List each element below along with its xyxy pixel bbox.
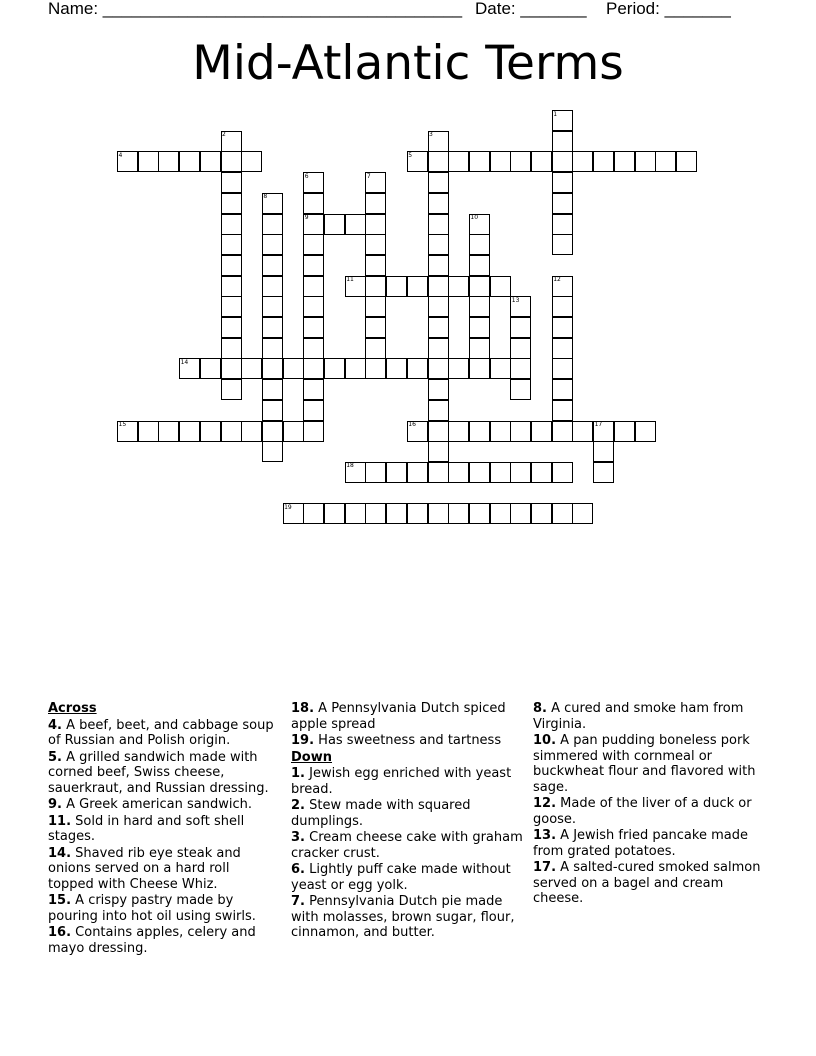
grid-cell[interactable] [552, 421, 573, 442]
grid-cell[interactable] [510, 151, 531, 172]
grid-cell[interactable] [324, 358, 345, 379]
grid-cell[interactable] [572, 503, 593, 524]
grid-cell[interactable] [448, 462, 469, 483]
grid-cell[interactable] [158, 151, 179, 172]
clue-number-label: 19 [284, 503, 292, 511]
grid-cell[interactable] [386, 276, 407, 297]
clue-number-label: 4 [118, 151, 123, 159]
grid-cell[interactable] [428, 400, 449, 421]
clue-text: Has sweetness and tartness [314, 733, 502, 748]
grid-cell[interactable] [200, 358, 221, 379]
grid-cell[interactable] [262, 214, 283, 235]
grid-cell[interactable] [262, 358, 283, 379]
down-clue [291, 894, 523, 941]
grid-cell[interactable] [593, 441, 614, 462]
period-field-label[interactable]: Period: _______ [606, 0, 731, 18]
grid-cell[interactable] [428, 441, 449, 462]
clue-number: 5. [48, 749, 62, 765]
grid-cell[interactable] [262, 400, 283, 421]
grid-cell[interactable] [531, 421, 552, 442]
grid-cell[interactable] [469, 151, 490, 172]
across-clue [48, 893, 276, 924]
grid-cell[interactable] [428, 317, 449, 338]
date-field-label[interactable]: Date: _______ [475, 0, 587, 18]
grid-cell[interactable] [221, 276, 242, 297]
grid-cell[interactable] [552, 172, 573, 193]
clue-number: 2. [291, 798, 305, 813]
clues-column-2 [291, 701, 523, 942]
clue-text: A Jewish fried pancake made from grated potatoes. [533, 828, 748, 859]
grid-cell[interactable] [469, 317, 490, 338]
grid-cell[interactable] [303, 317, 324, 338]
grid-cell[interactable] [614, 151, 635, 172]
grid-cell[interactable] [428, 255, 449, 276]
clue-text: A salted-cured smoked salmon served on a bagel and cream cheese. [533, 860, 761, 906]
grid-cell[interactable] [552, 338, 573, 359]
down-clue [291, 798, 523, 829]
grid-cell[interactable] [635, 151, 656, 172]
grid-cell[interactable] [510, 462, 531, 483]
grid-cell[interactable] [510, 379, 531, 400]
across-clue [48, 750, 276, 797]
grid-cell[interactable] [655, 151, 676, 172]
grid-cell[interactable] [221, 255, 242, 276]
grid-cell[interactable] [510, 317, 531, 338]
clue-number: 9. [48, 797, 62, 812]
grid-cell[interactable] [552, 296, 573, 317]
grid-cell[interactable] [490, 421, 511, 442]
grid-cell[interactable] [365, 255, 386, 276]
clue-number-label: 13 [511, 296, 520, 304]
grid-cell[interactable] [490, 151, 511, 172]
grid-cell[interactable] [490, 276, 511, 297]
grid-cell[interactable] [428, 358, 449, 379]
grid-cell[interactable] [531, 462, 552, 483]
clue-number-label: 3 [429, 131, 433, 139]
grid-cell[interactable] [593, 462, 614, 483]
clue-text: A beef, beet, and cabbage soup of Russian and Polish origin. [48, 717, 274, 748]
grid-cell[interactable] [324, 214, 345, 235]
grid-cell[interactable] [552, 151, 573, 172]
clue-text: Contains apples, celery and mayo dressing. [48, 925, 256, 956]
clue-text: Pennsylvania Dutch pie made with molasses, brown sugar, flour, cinnamon, and butter. [291, 894, 515, 940]
grid-cell[interactable] [428, 276, 449, 297]
clue-text: A cured and smoke ham from Virginia. [533, 701, 744, 732]
grid-cell[interactable] [428, 462, 449, 483]
grid-cell[interactable] [365, 214, 386, 235]
grid-cell[interactable] [635, 421, 656, 442]
grid-cell[interactable] [345, 214, 366, 235]
grid-cell[interactable] [365, 234, 386, 255]
grid-cell[interactable] [241, 358, 262, 379]
grid-cell[interactable] [469, 462, 490, 483]
grid-cell[interactable] [262, 234, 283, 255]
grid-cell[interactable] [365, 296, 386, 317]
grid-cell[interactable] [428, 338, 449, 359]
clue-number-label: 14 [180, 358, 189, 366]
grid-cell[interactable] [303, 296, 324, 317]
grid-cell[interactable] [510, 421, 531, 442]
grid-cell[interactable] [386, 358, 407, 379]
grid-cell[interactable] [303, 421, 324, 442]
clue-number: 11. [48, 813, 72, 829]
grid-cell[interactable] [179, 151, 200, 172]
grid-cell[interactable] [221, 358, 242, 379]
grid-cell[interactable] [221, 317, 242, 338]
down-clue [291, 766, 523, 797]
across-clue [48, 846, 276, 893]
clue-number-label: 17 [594, 421, 603, 428]
grid-cell[interactable] [221, 296, 242, 317]
grid-cell[interactable] [303, 503, 324, 524]
clue-text: A Pennsylvania Dutch spiced apple spread [291, 701, 506, 732]
across-clue [291, 701, 523, 732]
down-clue [533, 733, 773, 795]
clue-text: Shaved rib eye steak and onions served on a hard roll topped with Cheese Whiz. [48, 845, 241, 892]
grid-cell[interactable] [303, 400, 324, 421]
grid-cell[interactable] [262, 338, 283, 359]
clue-number: 16. [48, 925, 72, 940]
clue-number: 6. [291, 862, 305, 877]
grid-cell[interactable] [428, 503, 449, 524]
across-clue [48, 814, 276, 845]
clue-number: 12. [533, 796, 557, 811]
grid-cell[interactable] [262, 276, 283, 297]
grid-cell[interactable] [510, 338, 531, 359]
clue-number-label: 16 [408, 421, 416, 428]
down-clue [533, 860, 773, 907]
grid-cell[interactable] [221, 234, 242, 255]
clue-number: 10. [533, 733, 557, 748]
clue-number: 15. [48, 893, 72, 908]
clue-number: 4. [48, 717, 62, 733]
grid-cell[interactable] [428, 172, 449, 193]
down-clue [533, 796, 773, 827]
name-field-label[interactable]: Name: ______________________________________ [48, 0, 463, 18]
grid-cell[interactable] [345, 503, 366, 524]
clue-text: Lightly puff cake made without yeast or egg yolk. [291, 862, 511, 893]
grid-cell[interactable] [469, 358, 490, 379]
grid-cell[interactable] [428, 234, 449, 255]
grid-cell[interactable] [448, 358, 469, 379]
grid-cell[interactable] [262, 379, 283, 400]
clue-number: 8. [533, 701, 547, 716]
grid-cell[interactable] [572, 151, 593, 172]
clue-number: 7. [291, 894, 305, 909]
clue-number-label: 10 [470, 214, 479, 221]
grid-cell[interactable] [676, 151, 697, 172]
grid-cell[interactable] [221, 338, 242, 359]
clue-number: 18. [291, 701, 315, 716]
clue-number-label: 9 [304, 214, 309, 221]
clue-number-label: 5 [408, 151, 413, 159]
grid-cell[interactable] [386, 503, 407, 524]
grid-cell[interactable] [407, 462, 428, 483]
grid-cell[interactable] [469, 338, 490, 359]
clue-text: Sold in hard and soft shell stages. [48, 813, 245, 844]
grid-cell[interactable] [490, 358, 511, 379]
across-clue [291, 733, 523, 749]
grid-cell[interactable] [614, 421, 635, 442]
page-title: Mid-Atlantic Terms [192, 36, 624, 91]
grid-cell[interactable] [552, 400, 573, 421]
clue-number: 13. [533, 828, 557, 843]
grid-cell[interactable] [510, 503, 531, 524]
grid-cell[interactable] [221, 379, 242, 400]
grid-cell[interactable] [448, 276, 469, 297]
grid-cell[interactable] [552, 379, 573, 400]
clue-number: 14. [48, 845, 72, 861]
grid-cell[interactable] [428, 421, 449, 442]
down-clue [533, 701, 773, 732]
clue-number: 19. [291, 733, 315, 748]
grid-cell[interactable] [303, 338, 324, 359]
grid-cell[interactable] [552, 234, 573, 255]
grid-cell[interactable] [303, 234, 324, 255]
clue-text: A pan pudding boneless pork simmered with cornmeal or buckwheat flour and flavored with sage. [533, 733, 756, 795]
across-clue [48, 797, 276, 813]
grid-cell[interactable] [303, 358, 324, 379]
grid-cell[interactable] [200, 151, 221, 172]
grid-cell[interactable] [365, 503, 386, 524]
grid-cell[interactable] [303, 193, 324, 214]
grid-cell[interactable] [262, 255, 283, 276]
clue-number-label: 6 [304, 172, 309, 180]
grid-cell[interactable] [552, 131, 573, 152]
grid-cell[interactable] [593, 151, 614, 172]
across-heading: Across [48, 701, 97, 716]
clue-text: A grilled sandwich made with corned beef, Swiss cheese, sauerkraut, and Russian dressing. [48, 749, 269, 796]
grid-cell[interactable] [428, 379, 449, 400]
grid-cell[interactable] [469, 234, 490, 255]
grid-cell[interactable] [138, 421, 159, 442]
grid-cell[interactable] [365, 276, 386, 297]
grid-cell[interactable] [200, 421, 221, 442]
clue-number-label: 18 [346, 462, 354, 470]
clue-text: Made of the liver of a duck or goose. [533, 796, 752, 827]
grid-cell[interactable] [365, 358, 386, 379]
clue-number: 17. [533, 860, 557, 875]
grid-cell[interactable] [407, 276, 428, 297]
grid-cell[interactable] [531, 151, 552, 172]
clue-number-label: 11 [346, 276, 354, 284]
clues-column-1 [48, 701, 276, 957]
grid-cell[interactable] [303, 255, 324, 276]
grid-cell[interactable] [221, 214, 242, 235]
clue-number-label: 1 [553, 110, 558, 118]
clue-text: Stew made with squared dumplings. [291, 798, 471, 829]
grid-cell[interactable] [552, 503, 573, 524]
grid-cell[interactable] [345, 358, 366, 379]
down-clue [291, 862, 523, 893]
grid-cell[interactable] [283, 421, 304, 442]
down-heading: Down [291, 749, 332, 765]
grid-cell[interactable] [221, 172, 242, 193]
grid-cell[interactable] [552, 462, 573, 483]
grid-cell[interactable] [179, 421, 200, 442]
clue-text: Cream cheese cake with graham cracker crust. [291, 830, 523, 861]
grid-cell[interactable] [552, 193, 573, 214]
grid-cell[interactable] [552, 214, 573, 235]
grid-cell[interactable] [158, 421, 179, 442]
grid-cell[interactable] [303, 379, 324, 400]
clue-text: Jewish egg enriched with yeast bread. [291, 766, 512, 797]
grid-cell[interactable] [469, 296, 490, 317]
grid-cell[interactable] [552, 317, 573, 338]
grid-cell[interactable] [448, 151, 469, 172]
grid-cell[interactable] [428, 296, 449, 317]
across-clue [48, 925, 276, 956]
grid-cell[interactable] [365, 193, 386, 214]
grid-cell[interactable] [448, 503, 469, 524]
grid-cell[interactable] [241, 421, 262, 442]
grid-cell[interactable] [262, 441, 283, 462]
grid-cell[interactable] [531, 503, 552, 524]
grid-cell[interactable] [490, 503, 511, 524]
clue-number: 1. [291, 766, 305, 781]
clue-number-label: 8 [263, 193, 268, 201]
clue-number-label: 15 [118, 421, 127, 428]
clue-number-label: 7 [366, 172, 371, 180]
grid-cell[interactable] [221, 193, 242, 214]
grid-cell[interactable] [490, 462, 511, 483]
grid-cell[interactable] [262, 421, 283, 442]
clue-number-label: 2 [222, 131, 226, 139]
across-clue [48, 718, 276, 749]
grid-cell[interactable] [428, 193, 449, 214]
grid-cell[interactable] [448, 421, 469, 442]
grid-cell[interactable] [510, 358, 531, 379]
clues-column-3 [533, 701, 773, 908]
down-clue [533, 828, 773, 859]
grid-cell[interactable] [303, 276, 324, 297]
grid-cell[interactable] [365, 462, 386, 483]
grid-cell[interactable] [221, 421, 242, 442]
clue-number: 3. [291, 830, 305, 845]
grid-cell[interactable] [262, 296, 283, 317]
grid-cell[interactable] [407, 358, 428, 379]
grid-cell[interactable] [572, 421, 593, 442]
grid-cell[interactable] [283, 358, 304, 379]
grid-cell[interactable] [469, 276, 490, 297]
grid-cell[interactable] [365, 317, 386, 338]
grid-cell[interactable] [552, 358, 573, 379]
grid-cell[interactable] [221, 151, 242, 172]
grid-cell[interactable] [262, 317, 283, 338]
clue-text: A crispy pastry made by pouring into hot oil using swirls. [48, 893, 256, 924]
clue-text: A Greek american sandwich. [61, 797, 252, 812]
grid-cell[interactable] [469, 503, 490, 524]
grid-cell[interactable] [138, 151, 159, 172]
grid-cell[interactable] [469, 421, 490, 442]
grid-cell[interactable] [407, 503, 428, 524]
grid-cell[interactable] [469, 255, 490, 276]
clue-number-label: 12 [553, 276, 561, 284]
grid-cell[interactable] [241, 151, 262, 172]
grid-cell[interactable] [365, 338, 386, 359]
grid-cell[interactable] [324, 503, 345, 524]
grid-cell[interactable] [386, 462, 407, 483]
grid-cell[interactable] [428, 214, 449, 235]
grid-cell[interactable] [428, 151, 449, 172]
down-clue [291, 830, 523, 861]
